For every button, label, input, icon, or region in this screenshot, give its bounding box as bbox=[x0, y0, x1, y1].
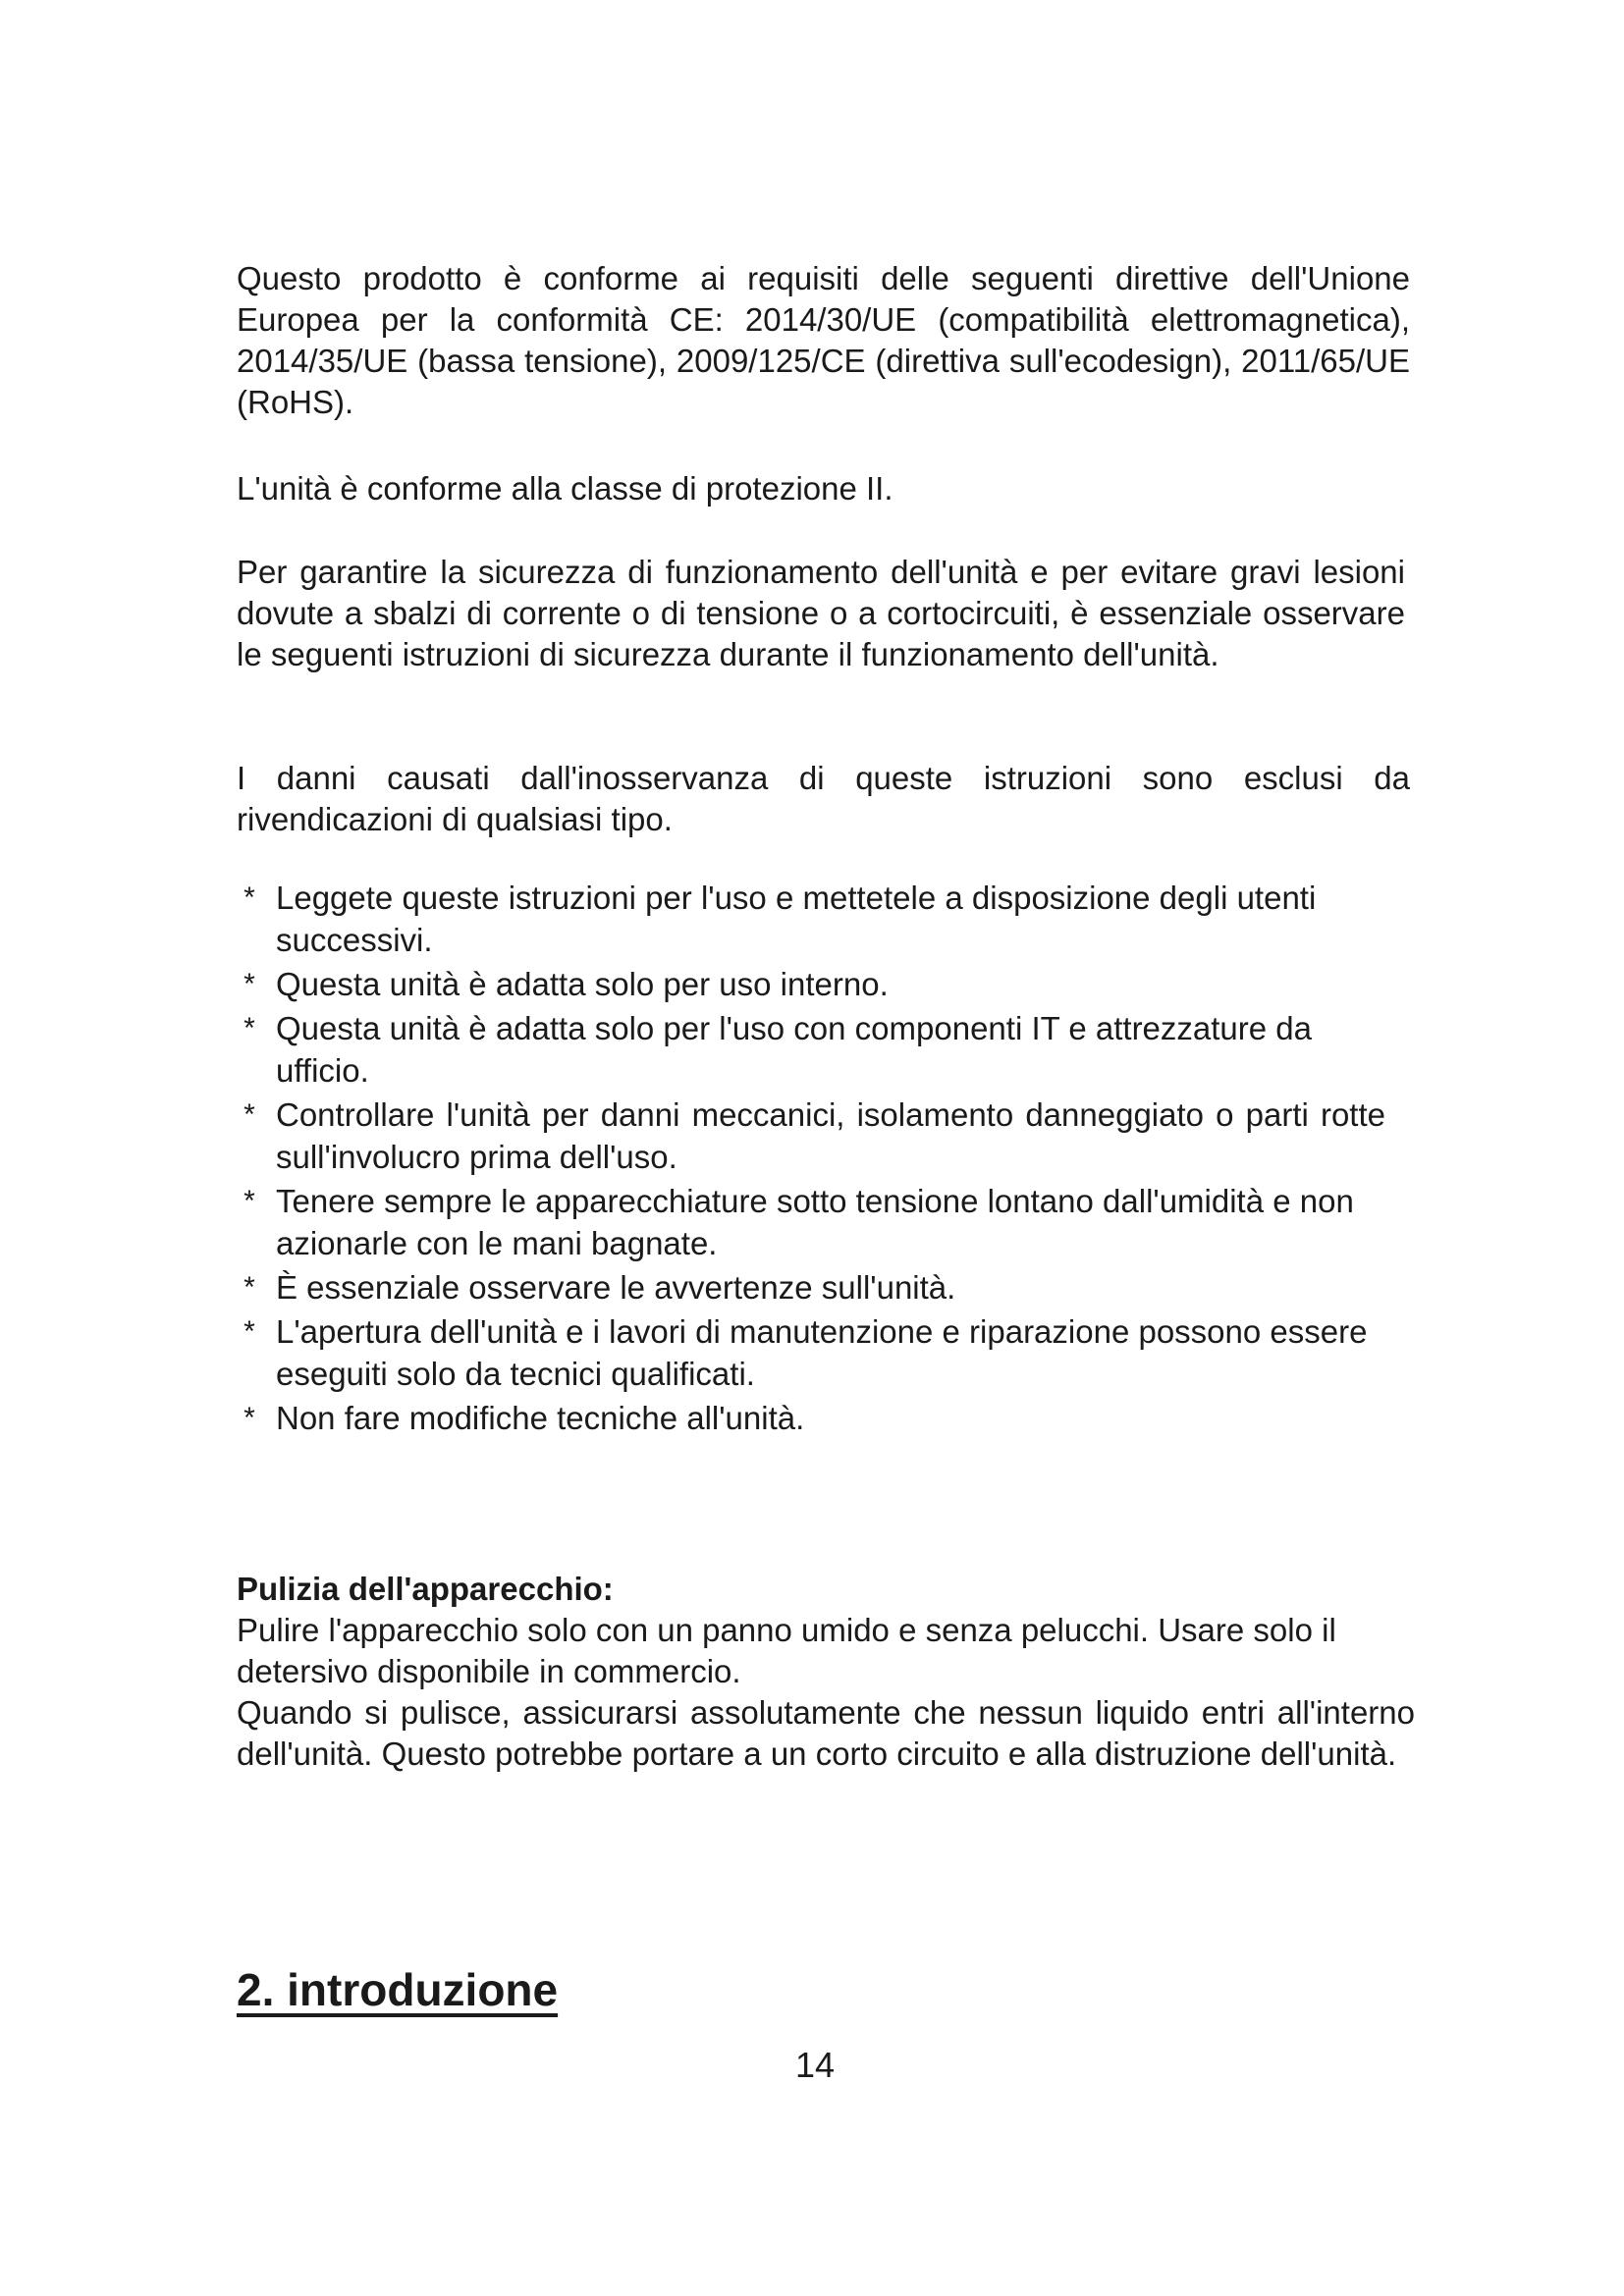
bullet-icon: * bbox=[244, 1402, 255, 1434]
page-number: 14 bbox=[794, 2045, 836, 2085]
cleaning-heading: Pulizia dell'apparecchio: bbox=[237, 1571, 614, 1607]
bullet-icon: * bbox=[244, 1098, 255, 1131]
liability-paragraph: I danni causati dall'inosservanza di queste istruzioni sono esclusi da rivendicazioni di qualsiasi tipo. bbox=[237, 760, 1410, 837]
list-item bbox=[237, 963, 1385, 1005]
bullet-icon: * bbox=[244, 881, 255, 914]
list-item-text: Questa unità è adatta solo per uso interno. bbox=[276, 966, 889, 1002]
bullet-icon: * bbox=[244, 968, 255, 1000]
list-item-text: L'apertura dell'unità e i lavori di manutenzione e riparazione possono essere eseguiti solo da tecnici qualificati. bbox=[276, 1313, 1368, 1392]
cleaning-text-1: Pulire l'apparecchio solo con un panno umido e senza pelucchi. Usare solo il detersivo disponibile in commercio. bbox=[237, 1612, 1336, 1689]
conformity-paragraph: Questo prodotto è conforme ai requisiti delle seguenti direttive dell'Unione Europea per la conformità CE: 2014/30/UE (compatibilità elettromagnetica), 2014/35/UE (bassa tensione), 2009/125/CE (direttiva sull'ecodesign), 2011/65/UE (RoHS). bbox=[237, 260, 1410, 420]
list-item bbox=[237, 1266, 1385, 1308]
list-item-text: Leggete queste istruzioni per l'uso e mettetele a disposizione degli utenti successivi. bbox=[276, 880, 1317, 958]
list-item bbox=[237, 1310, 1385, 1395]
safety-instructions-list bbox=[237, 877, 1385, 1441]
list-item bbox=[237, 1007, 1385, 1092]
bullet-icon: * bbox=[244, 1271, 255, 1304]
bullet-icon: * bbox=[244, 1315, 255, 1348]
safety-intro-paragraph: Per garantire la sicurezza di funzionamento dell'unità e per evitare gravi lesioni dovute a sbalzi di corrente o di tensione o a cortocircuiti, è essenziale osservare le seguenti istruzioni di sicurezza durante il funzionamento dell'unità. bbox=[237, 554, 1405, 672]
list-item-text: Non fare modifiche tecniche all'unità. bbox=[276, 1400, 805, 1436]
list-item bbox=[237, 1094, 1385, 1178]
list-item bbox=[237, 1397, 1385, 1439]
list-item-text: Controllare l'unità per danni meccanici, isolamento danneggiato o parti rotte sull'involucro prima dell'uso. bbox=[276, 1096, 1385, 1175]
list-item bbox=[237, 877, 1385, 961]
section-title: 2. introduzione bbox=[237, 1964, 559, 2015]
bullet-icon: * bbox=[244, 1012, 255, 1044]
protection-class-paragraph: L'unità è conforme alla classe di protezione II. bbox=[237, 470, 893, 507]
list-item bbox=[237, 1180, 1385, 1264]
bullet-icon: * bbox=[244, 1185, 255, 1217]
cleaning-text-2: Quando si pulisce, assicurarsi assolutamente che nessun liquido entri all'interno dell'unità. Questo potrebbe portare a un corto circuito e alla distruzione dell'unità. bbox=[237, 1694, 1415, 1772]
list-item-text: Tenere sempre le apparecchiature sotto tensione lontano dall'umidità e non azionarle con le mani bagnate. bbox=[276, 1183, 1354, 1261]
list-item-text: È essenziale osservare le avvertenze sull'unità. bbox=[276, 1269, 956, 1306]
list-item-text: Questa unità è adatta solo per l'uso con componenti IT e attrezzature da ufficio. bbox=[276, 1010, 1313, 1089]
